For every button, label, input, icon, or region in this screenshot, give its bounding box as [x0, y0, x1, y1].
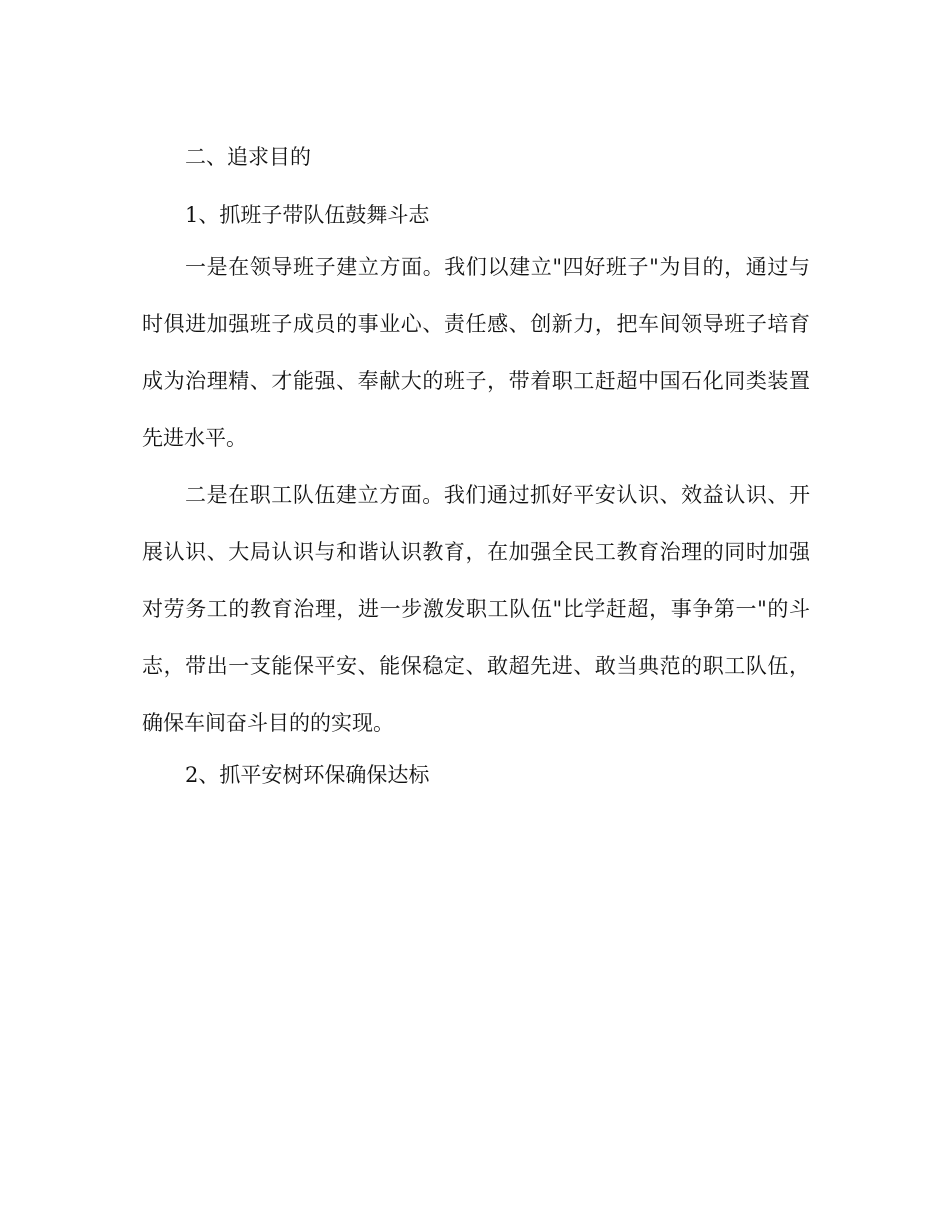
paragraph-workforce: 二是在职工队伍建立方面。我们通过抓好平安认识、效益认识、开展认识、大局认识与和谐认识教育，在加强全民工教育治理的同时加强对劳务工的教育治理，进一步激发职工队伍"比学赶超，事争第一"的斗志，带出一支能保平安、能保稳定、敢超先进、敢当典范的职工队伍，确保车间奋斗目的的实现。 [142, 483, 810, 735]
subsection-title-1: 1、抓班子带队伍鼓舞斗志 [185, 203, 430, 227]
subsection-title-2: 2、抓平安树环保确保达标 [185, 763, 430, 787]
document-body [142, 134, 810, 799]
paragraph-leadership: 一是在领导班子建立方面。我们以建立"四好班子"为目的，通过与时俱进加强班子成员的事业心、责任感、创新力，把车间领导班子培育成为治理精、才能强、奉献大的班子，带着职工赶超中国石化同类装置先进水平。 [142, 255, 810, 450]
section-title: 二、追求目的 [185, 145, 311, 169]
